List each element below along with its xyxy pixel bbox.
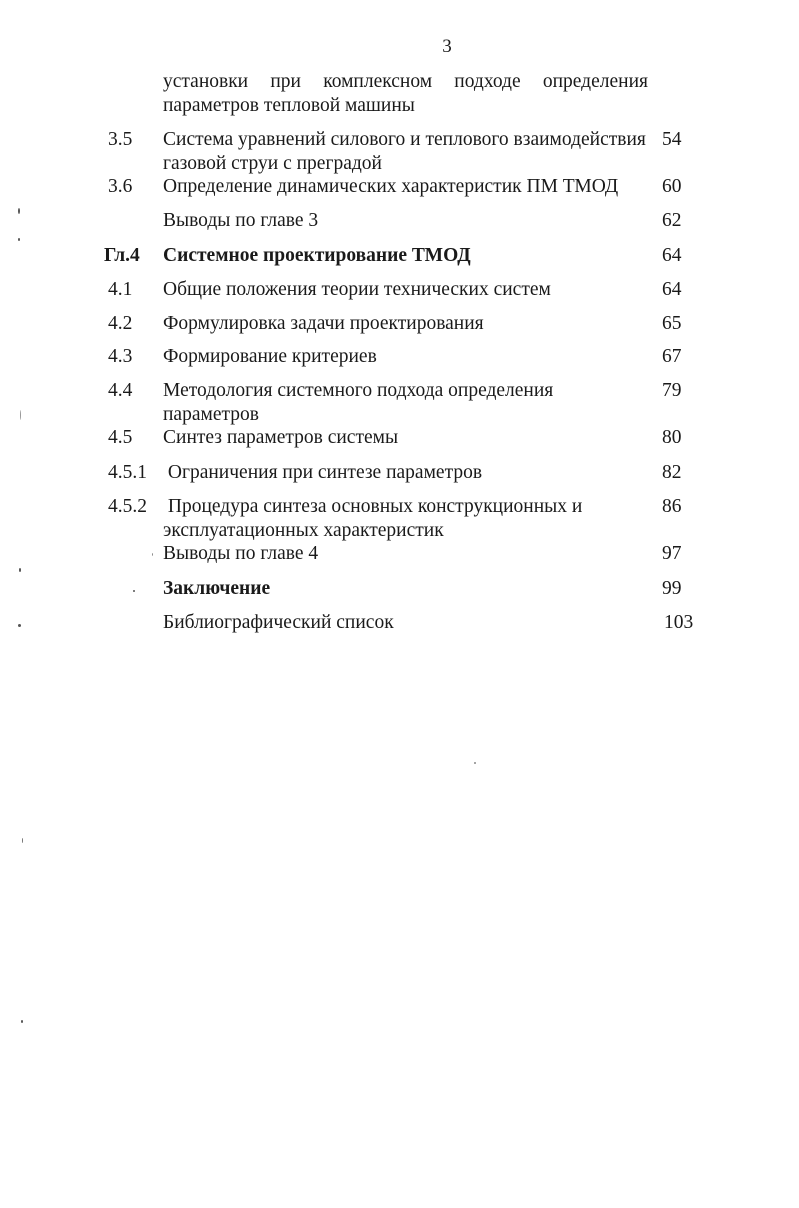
toc-page: 54 bbox=[662, 129, 682, 150]
toc-page: 99 bbox=[662, 578, 682, 599]
toc-title: Выводы по главе 4 bbox=[163, 543, 319, 564]
scan-speck bbox=[18, 208, 20, 214]
toc-page: 67 bbox=[662, 346, 682, 367]
page-number: 3 bbox=[442, 36, 452, 57]
toc-title: параметров bbox=[163, 404, 259, 425]
toc-title: Система уравнений силового и теплового взаимодействия bbox=[163, 129, 646, 150]
toc-page: 64 bbox=[662, 245, 682, 266]
toc-title: Библиографический список bbox=[163, 612, 394, 633]
toc-number: 4.1 bbox=[108, 279, 133, 300]
toc-title: Ограничения при синтезе параметров bbox=[163, 462, 483, 483]
toc-title: Определение динамических характеристик ПМ ТМОД bbox=[163, 176, 619, 197]
toc-title: Методология системного подхода определения bbox=[163, 380, 554, 401]
scan-speck bbox=[133, 590, 135, 592]
toc-page: 65 bbox=[662, 313, 682, 334]
toc-title: Заключение bbox=[163, 578, 271, 599]
toc-page: 79 bbox=[662, 380, 682, 401]
scan-speck bbox=[18, 624, 21, 627]
toc-title-line: параметров тепловой машины bbox=[163, 95, 415, 116]
toc-page: 64 bbox=[662, 279, 682, 300]
toc-number: 4.4 bbox=[108, 380, 133, 401]
toc-number: 4.5.2 bbox=[108, 496, 147, 517]
toc-title: эксплуатационных характеристик bbox=[163, 520, 444, 541]
toc-title: газовой струи с преградой bbox=[163, 153, 382, 174]
toc-title: Выводы по главе 3 bbox=[163, 210, 319, 231]
toc-page: 82 bbox=[662, 462, 682, 483]
toc-title: Синтез параметров системы bbox=[163, 427, 399, 448]
scan-speck bbox=[18, 238, 20, 241]
toc-title: Системное проектирование ТМОД bbox=[163, 245, 471, 266]
toc-number: 3.6 bbox=[108, 176, 133, 197]
scan-speck bbox=[20, 410, 21, 420]
toc-number: 3.5 bbox=[108, 129, 133, 150]
toc-page: 86 bbox=[662, 496, 682, 517]
toc-number: Гл.4 bbox=[104, 245, 140, 266]
scan-speck bbox=[21, 1020, 23, 1023]
toc-number: 4.5 bbox=[108, 427, 133, 448]
toc-page: 97 bbox=[662, 543, 682, 564]
toc-number: 4.2 bbox=[108, 313, 133, 334]
toc-page: 80 bbox=[662, 427, 682, 448]
toc-page: 103 bbox=[664, 612, 694, 633]
toc-page: 62 bbox=[662, 210, 682, 231]
scan-speck bbox=[19, 568, 21, 572]
toc-title-line: установки при комплексном подходе определения bbox=[163, 71, 648, 92]
toc-page: 60 bbox=[662, 176, 682, 197]
toc-number: 4.3 bbox=[108, 346, 133, 367]
toc-title: Формирование критериев bbox=[163, 346, 377, 367]
toc-title: Процедура синтеза основных конструкционных и bbox=[163, 496, 583, 517]
scan-speck bbox=[22, 838, 23, 843]
toc-number: 4.5.1 bbox=[108, 462, 147, 483]
toc-title: Формулировка задачи проектирования bbox=[163, 313, 484, 334]
scan-speck bbox=[474, 762, 476, 764]
toc-title: Общие положения теории технических систем bbox=[163, 279, 551, 300]
scan-speck bbox=[152, 553, 153, 556]
